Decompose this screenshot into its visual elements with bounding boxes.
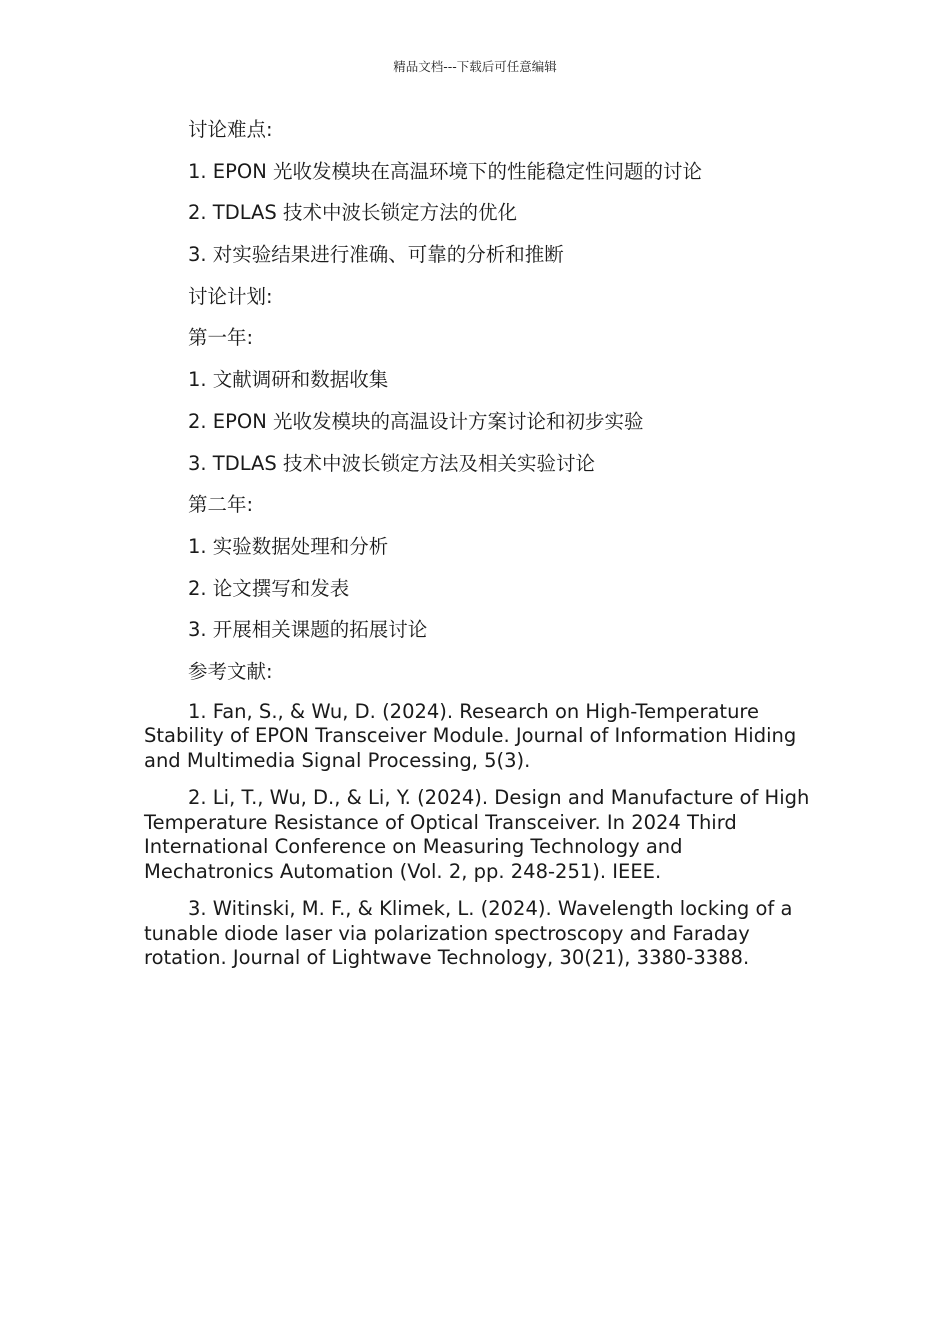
section-heading-difficulties: 讨论难点: (188, 118, 273, 141)
list-item: 3. 对实验结果进行准确、可靠的分析和推断 (188, 243, 564, 267)
list-item: 1. EPON 光收发模块在高温环境下的性能稳定性问题的讨论 (188, 159, 703, 183)
list-item: 1. 实验数据处理和分析 (188, 534, 389, 558)
list-item: 2. 论文撰写和发表 (188, 576, 350, 600)
list-item: 1. 文献调研和数据收集 (188, 368, 389, 392)
list-item: 3. 开展相关课题的拓展讨论 (188, 618, 428, 642)
list-item: 2. TDLAS 技术中波长锁定方法的优化 (188, 201, 517, 225)
list-item: 3. TDLAS 技术中波长锁定方法及相关实验讨论 (188, 451, 595, 475)
reference-list (144, 700, 814, 971)
section-heading-plan: 讨论计划: (188, 284, 273, 308)
reference-item: 3. Witinski, M. F., & Klimek, L. (2024). Wavelength locking of a tunable diode laser via polarization spectroscopy and Faraday rotation. Journal of Lightwave Technology, 30(21), 3380-3388. (144, 897, 793, 970)
subheading-year-one: 第一年: (188, 326, 254, 350)
section-heading-references: 参考文献: (188, 659, 273, 683)
page-header: 精品文档---下载后可任意编辑 (393, 59, 557, 74)
reference-item: 1. Fan, S., & Wu, D. (2024). Research on High-Temperature Stability of EPON Transceiver Module. Journal of Information Hiding and Multimedia Signal Processing, 5(3). (144, 699, 797, 772)
list-item: 2. EPON 光收发模块的高温设计方案讨论和初步实验 (188, 409, 644, 433)
document-body (144, 116, 814, 984)
subheading-year-two: 第二年: (188, 493, 254, 517)
reference-item: 2. Li, T., Wu, D., & Li, Y. (2024). Design and Manufacture of High Temperature Resistance of Optical Transceiver. In 2024 Third International Conference on Measuring Technology and Mechatronics Automation (Vol. 2, pp. 248-251). IEEE. (144, 786, 810, 883)
